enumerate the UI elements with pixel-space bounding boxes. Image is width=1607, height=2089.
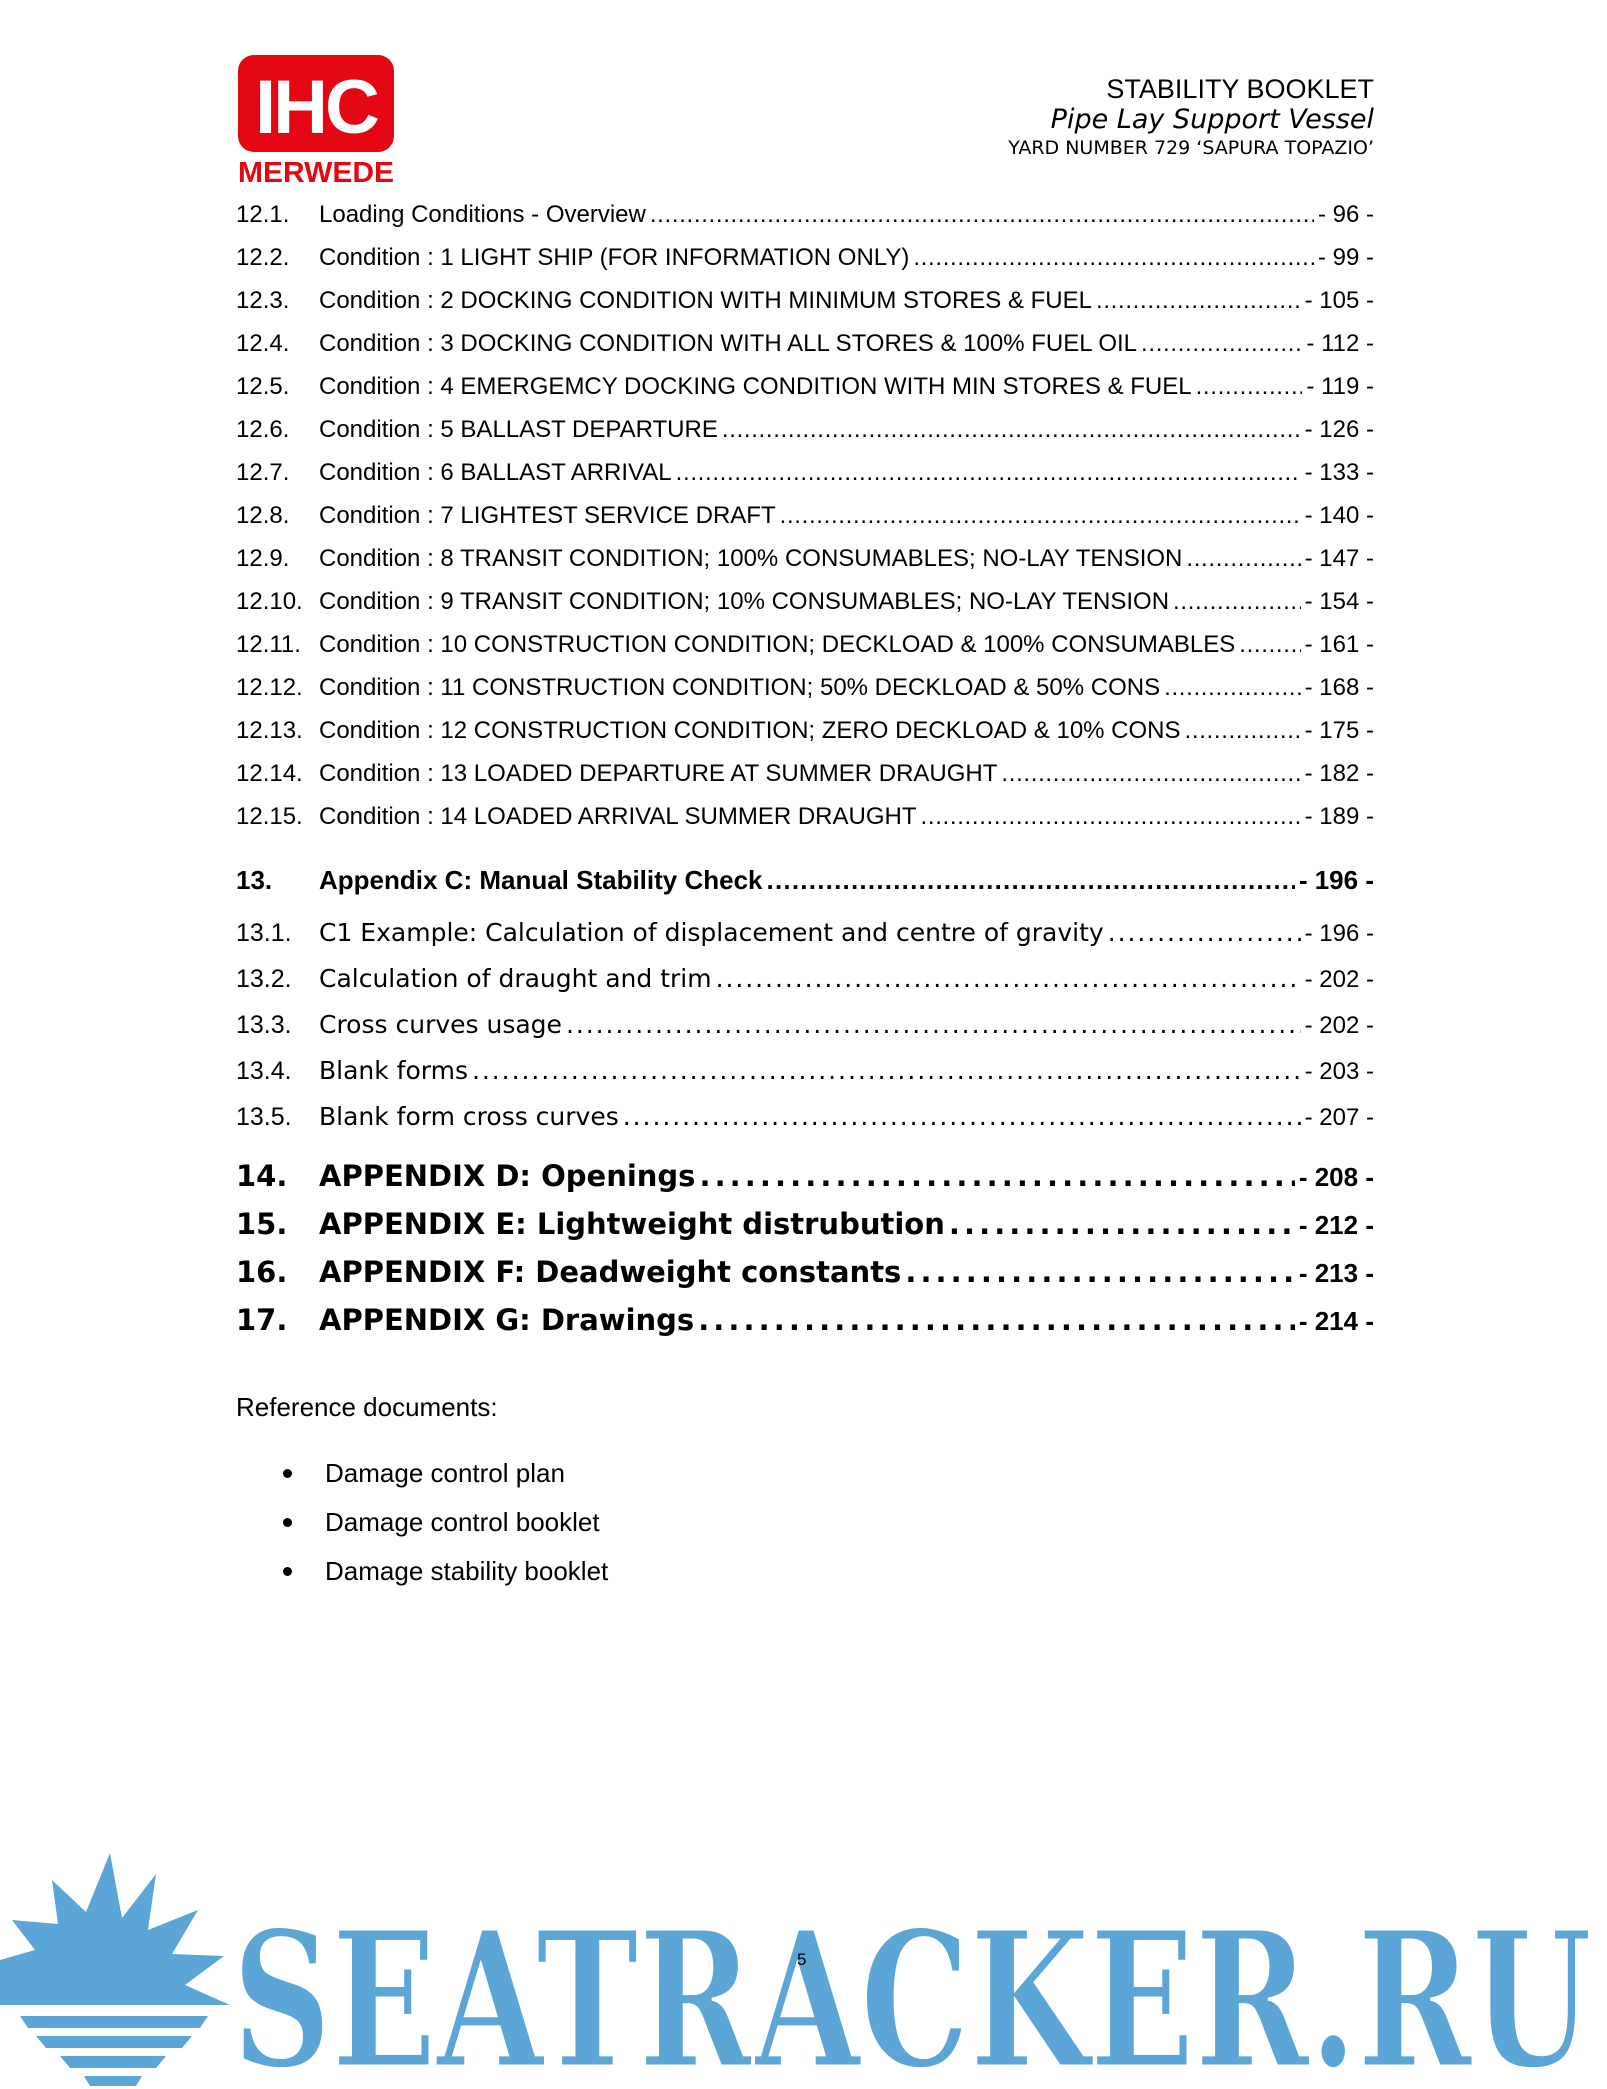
toc-number: 13.1. [236,919,292,947]
toc-entry-12-1[interactable] [236,193,1374,236]
toc-leader-dots [1239,623,1300,666]
logo-ihc-text: IHC [255,65,377,150]
toc-page: - 133 - [1304,459,1374,486]
toc-entry-12-4[interactable] [236,322,1374,365]
toc-title: Condition : 4 EMERGEMCY DOCKING CONDITION WITH MIN STORES & FUEL [319,373,1192,400]
toc-leader-dots [1141,322,1302,365]
toc-page: - 207 - [1304,1104,1374,1131]
toc-number: 12.15. [236,803,303,830]
table-of-contents [236,193,1374,1344]
toc-page: - 147 - [1304,545,1374,572]
toc-leader-dots [1164,666,1301,709]
document-header [1008,76,1374,158]
toc-entry-12-5[interactable] [236,365,1374,408]
toc-entry-12-8[interactable] [236,494,1374,537]
toc-entry-12-14[interactable] [236,752,1374,795]
toc-title: Condition : 5 BALLAST DEPARTURE [319,416,718,443]
sun-icon [0,1853,230,2086]
toc-entry-appendix-14[interactable] [236,1152,1374,1200]
toc-number: 12.2. [236,244,290,271]
toc-entry-13-5[interactable] [236,1094,1374,1140]
toc-leader-dots [472,1048,1301,1094]
toc-leader-dots [1096,279,1301,322]
toc-title: Condition : 13 LOADED DEPARTURE AT SUMMER DRAUGHT [319,760,998,787]
toc-appendix-entries [236,1152,1374,1344]
toc-title: APPENDIX F: Deadweight constants [319,1255,902,1289]
reference-item-label: Damage control booklet [325,1507,600,1537]
toc-leader-dots [1196,365,1303,408]
toc-entry-13-1[interactable] [236,910,1374,956]
toc-number: 12.5. [236,373,290,400]
toc-leader-dots [716,956,1301,1002]
reference-item-label: Damage control plan [325,1458,565,1488]
toc-number: 12.7. [236,459,290,486]
reference-list [236,1449,608,1596]
bullet-icon [283,1567,292,1576]
toc-page: - 99 - [1317,244,1374,271]
toc-page: - 196 - [1298,865,1374,895]
reference-item [236,1498,608,1547]
toc-number: 12.13. [236,717,303,744]
toc-number: 15. [236,1207,288,1241]
toc-number: 13.3. [236,1011,292,1039]
toc-title: Loading Conditions - Overview [319,201,646,228]
toc-number: 12.10. [236,588,303,615]
toc-page: - 203 - [1304,1058,1374,1085]
logo-merwede-text: MERWEDE [238,157,394,185]
toc-entry-12-13[interactable] [236,709,1374,752]
header-yard-number: YARD NUMBER 729 ‘SAPURA TOPAZIO’ [1008,137,1374,159]
toc-title: Condition : 7 LIGHTEST SERVICE DRAFT [319,502,776,529]
toc-leader-dots [921,795,1301,838]
toc-leader-dots [698,1296,1295,1344]
bullet-icon [283,1469,292,1478]
toc-leader-dots [676,451,1301,494]
toc-page: - 126 - [1304,416,1374,443]
toc-number: 12.14. [236,760,303,787]
toc-entry-12-6[interactable] [236,408,1374,451]
toc-title: Cross curves usage [319,1010,562,1039]
toc-title: Condition : 10 CONSTRUCTION CONDITION; DECKLOAD & 100% CONSUMABLES [319,631,1236,658]
header-title: STABILITY BOOKLET [1106,74,1374,104]
toc-page: - 168 - [1304,674,1374,701]
toc-leader-dots [1186,537,1300,580]
toc-page: - 175 - [1304,717,1374,744]
toc-title: Condition : 2 DOCKING CONDITION WITH MINIMUM STORES & FUEL [319,287,1092,314]
toc-entry-12-9[interactable] [236,537,1374,580]
toc-title: Calculation of draught and trim [319,964,712,993]
toc-title: Condition : 9 TRANSIT CONDITION; 10% CONSUMABLES; NO-LAY TENSION [319,588,1170,615]
toc-page: - 202 - [1304,966,1374,993]
toc-page: - 196 - [1304,920,1374,947]
toc-entry-12-12[interactable] [236,666,1374,709]
toc-title: APPENDIX D: Openings [319,1159,696,1193]
reference-item [236,1547,608,1596]
toc-number: 13. [236,865,273,895]
toc-title: Condition : 3 DOCKING CONDITION WITH ALL STORES & 100% FUEL OIL [319,330,1138,357]
toc-number: 13.4. [236,1057,292,1085]
toc-entry-12-15[interactable] [236,795,1374,838]
reference-item-label: Damage stability booklet [325,1556,609,1586]
toc-title: Condition : 6 BALLAST ARRIVAL [319,459,672,486]
toc-page: - 212 - [1298,1210,1374,1240]
toc-leader-dots [1173,580,1301,623]
toc-number: 12.11. [236,631,301,658]
toc-entry-12-2[interactable] [236,236,1374,279]
toc-page: - 208 - [1298,1162,1374,1192]
toc-entry-12-7[interactable] [236,451,1374,494]
toc-title: Condition : 8 TRANSIT CONDITION; 100% CONSUMABLES; NO-LAY TENSION [319,545,1183,572]
toc-number: 12.6. [236,416,290,443]
toc-entry-12-10[interactable] [236,580,1374,623]
toc-number: 12.3. [236,287,290,314]
toc-number: 13.2. [236,965,292,993]
toc-page: - 96 - [1317,201,1374,228]
toc-number: 12.12. [236,674,303,701]
toc-leader-dots [1185,709,1301,752]
toc-number: 12.8. [236,502,290,529]
toc-leader-dots [949,1200,1295,1248]
toc-leader-dots [1108,910,1301,956]
toc-title: C1 Example: Calculation of displacement and centre of gravity [319,918,1104,947]
toc-leader-dots [905,1248,1295,1296]
toc-entry-13-3[interactable] [236,1002,1374,1048]
toc-page: - 182 - [1304,760,1374,787]
toc-title: Blank forms [319,1056,468,1085]
toc-title: Appendix C: Manual Stability Check [319,865,763,895]
toc-section-13-entries [236,910,1374,1140]
toc-leader-dots [913,236,1314,279]
page-number: 5 [797,1950,807,1969]
bullet-icon [283,1518,292,1527]
toc-entry-13-2[interactable] [236,956,1374,1002]
reference-documents [236,1392,608,1596]
ihc-merwede-logo [236,55,398,185]
toc-number: 12.9. [236,545,290,572]
toc-title: Condition : 11 CONSTRUCTION CONDITION; 50% DECKLOAD & 50% CONS [319,674,1161,701]
header-subtitle: Pipe Lay Support Vessel [1050,104,1374,135]
toc-page: - 119 - [1306,373,1374,400]
watermark-text: SEATRACKER.RU [232,1890,1592,2089]
toc-title: Condition : 12 CONSTRUCTION CONDITION; ZERO DECKLOAD & 10% CONS [319,717,1181,744]
toc-page: - 161 - [1304,631,1374,658]
toc-leader-dots [767,850,1295,910]
toc-number: 17. [236,1303,288,1337]
toc-page: - 213 - [1298,1258,1374,1288]
toc-title: APPENDIX E: Lightweight distrubution [319,1207,945,1241]
toc-title: APPENDIX G: Drawings [319,1303,695,1337]
reference-item [236,1449,608,1498]
toc-leader-dots [780,494,1301,537]
toc-entry-appendix-16[interactable] [236,1248,1374,1296]
toc-title: Condition : 14 LOADED ARRIVAL SUMMER DRAUGHT [319,803,917,830]
toc-page: - 154 - [1304,588,1374,615]
toc-entry-12-11[interactable] [236,623,1374,666]
toc-title: Condition : 1 LIGHT SHIP (FOR INFORMATION ONLY) [319,244,910,271]
toc-page: - 112 - [1306,330,1374,357]
toc-number: 14. [236,1159,288,1193]
toc-leader-dots [650,193,1314,236]
toc-number: 12.4. [236,330,290,357]
toc-page: - 105 - [1304,287,1374,314]
toc-page: - 189 - [1304,803,1374,830]
toc-entry-13-4[interactable] [236,1048,1374,1094]
toc-leader-dots [623,1094,1301,1140]
toc-page: - 140 - [1304,502,1374,529]
toc-section-12-entries [236,193,1374,838]
toc-title: Blank form cross curves [319,1102,619,1131]
toc-entry-12-3[interactable] [236,279,1374,322]
toc-number: 16. [236,1255,288,1289]
toc-leader-dots [1001,752,1300,795]
toc-leader-dots [722,408,1301,451]
toc-leader-dots [699,1152,1294,1200]
toc-number: 12.1. [236,201,290,228]
reference-heading: Reference documents: [236,1392,498,1422]
toc-page: - 214 - [1298,1306,1374,1336]
toc-entry-13[interactable] [236,850,1374,910]
toc-number: 13.5. [236,1103,292,1131]
toc-entry-appendix-15[interactable] [236,1200,1374,1248]
toc-leader-dots [566,1002,1301,1048]
toc-entry-appendix-17[interactable] [236,1296,1374,1344]
toc-page: - 202 - [1304,1012,1374,1039]
